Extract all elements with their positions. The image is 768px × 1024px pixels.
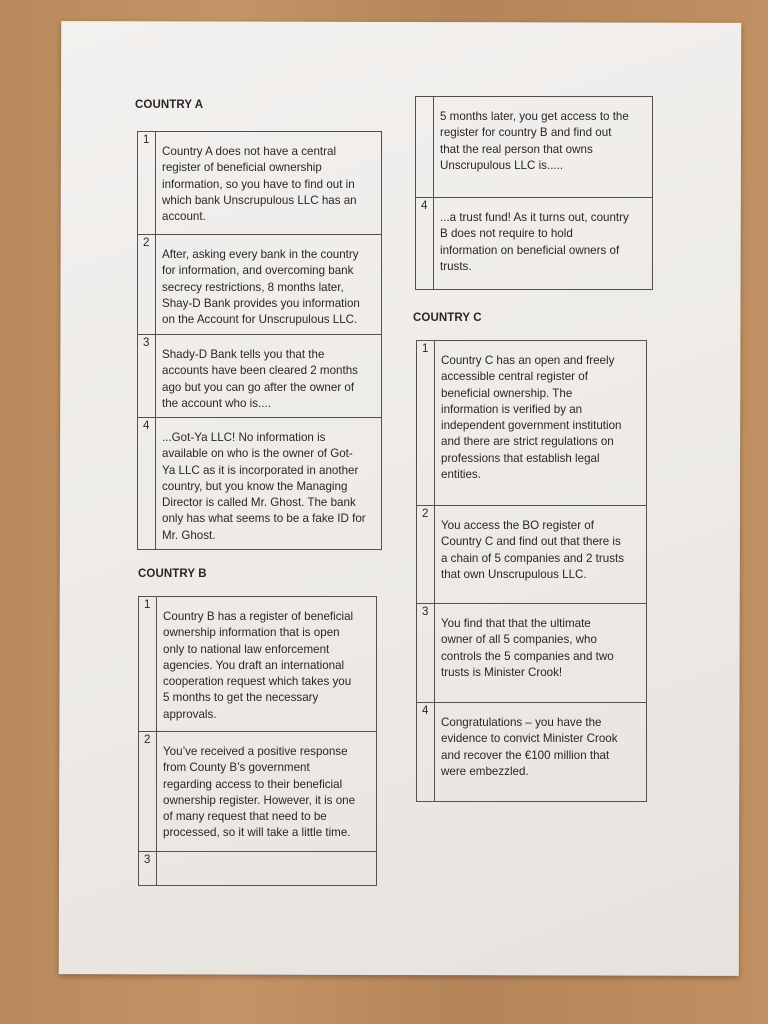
row-number: 4 xyxy=(417,703,435,801)
row-number: 4 xyxy=(416,198,434,289)
table-row xyxy=(139,851,376,885)
row-text: Country C has an open and freely accessible central register of beneficial ownership. The information is verified by an independent government institution and there are strict regulations on professions that establish legal entities. xyxy=(441,354,622,482)
country-a-heading: COUNTRY A xyxy=(135,99,204,111)
row-number: 2 xyxy=(138,235,156,334)
table-row xyxy=(138,417,381,549)
row-number xyxy=(416,97,434,197)
row-number: 1 xyxy=(139,597,157,731)
country-c-heading: COUNTRY C xyxy=(413,312,482,324)
row-text: 5 months later, you get access to the register for country B and find out that the real person that owns Unscrupulous LLC is..... xyxy=(440,110,629,172)
row-text: ...a trust fund! As it turns out, country B does not require to hold information on beneficial owners of trusts. xyxy=(440,211,629,273)
row-text: You’ve received a positive response from County B’s government regarding access to their beneficial ownership register. However, it is one of many request that need to be processed, so it will take a little time. xyxy=(163,745,356,840)
row-text: You access the BO register of Country C and find out that there is a chain of 5 companies and 2 trusts that own Unscrupulous LLC. xyxy=(441,519,625,581)
row-number: 3 xyxy=(138,335,156,417)
table-row xyxy=(139,597,376,731)
row-number: 1 xyxy=(138,132,156,234)
table-row xyxy=(139,731,376,851)
row-text: Country B has a register of beneficial ownership information that is open only to national law enforcement agencies. You draft an international cooperation request which takes you 5 months to get the necessary approvals. xyxy=(163,610,354,721)
row-number: 3 xyxy=(417,604,435,702)
table-row xyxy=(416,197,652,289)
row-text: Country A does not have a central register of beneficial ownership information, so you have to find out in which bank Unscrupulous LLC has an account. xyxy=(162,145,357,224)
row-text: You find that that the ultimate owner of all 5 companies, who controls the 5 companies and two trusts is Minister Crook! xyxy=(441,617,614,679)
country-b-table-continued xyxy=(415,96,653,290)
country-b-table xyxy=(138,596,377,886)
row-number: 4 xyxy=(138,418,156,549)
table-row xyxy=(138,334,381,417)
table-row xyxy=(417,505,646,603)
row-text: After, asking every bank in the country for information, and overcoming bank secrecy restrictions, 8 months later, Shay-D Bank provides you information on the Account for Unscrupulous LLC. xyxy=(162,248,360,327)
country-b-heading: COUNTRY B xyxy=(138,568,207,580)
table-row xyxy=(417,341,646,505)
table-row xyxy=(138,234,381,334)
row-number: 3 xyxy=(139,852,157,885)
table-row xyxy=(417,702,646,801)
table-row xyxy=(416,97,652,197)
row-number: 2 xyxy=(417,506,435,603)
row-number: 1 xyxy=(417,341,435,505)
row-text: Congratulations – you have the evidence to convict Minister Crook and recover the €100 million that were embezzled. xyxy=(441,716,618,778)
row-number: 2 xyxy=(139,732,157,851)
table-row xyxy=(417,603,646,702)
country-c-table xyxy=(416,340,647,802)
table-row xyxy=(138,132,381,234)
row-text: Shady-D Bank tells you that the accounts have been cleared 2 months ago but you can go after the owner of the account who is.... xyxy=(162,348,358,410)
row-text: ...Got-Ya LLC! No information is available on who is the owner of Got- Ya LLC as it is incorporated in another country, but you know the Managing Director is called Mr. Ghost. The bank only has what seems to be a fake ID for Mr. Ghost. xyxy=(162,431,366,542)
country-a-table xyxy=(137,131,382,550)
